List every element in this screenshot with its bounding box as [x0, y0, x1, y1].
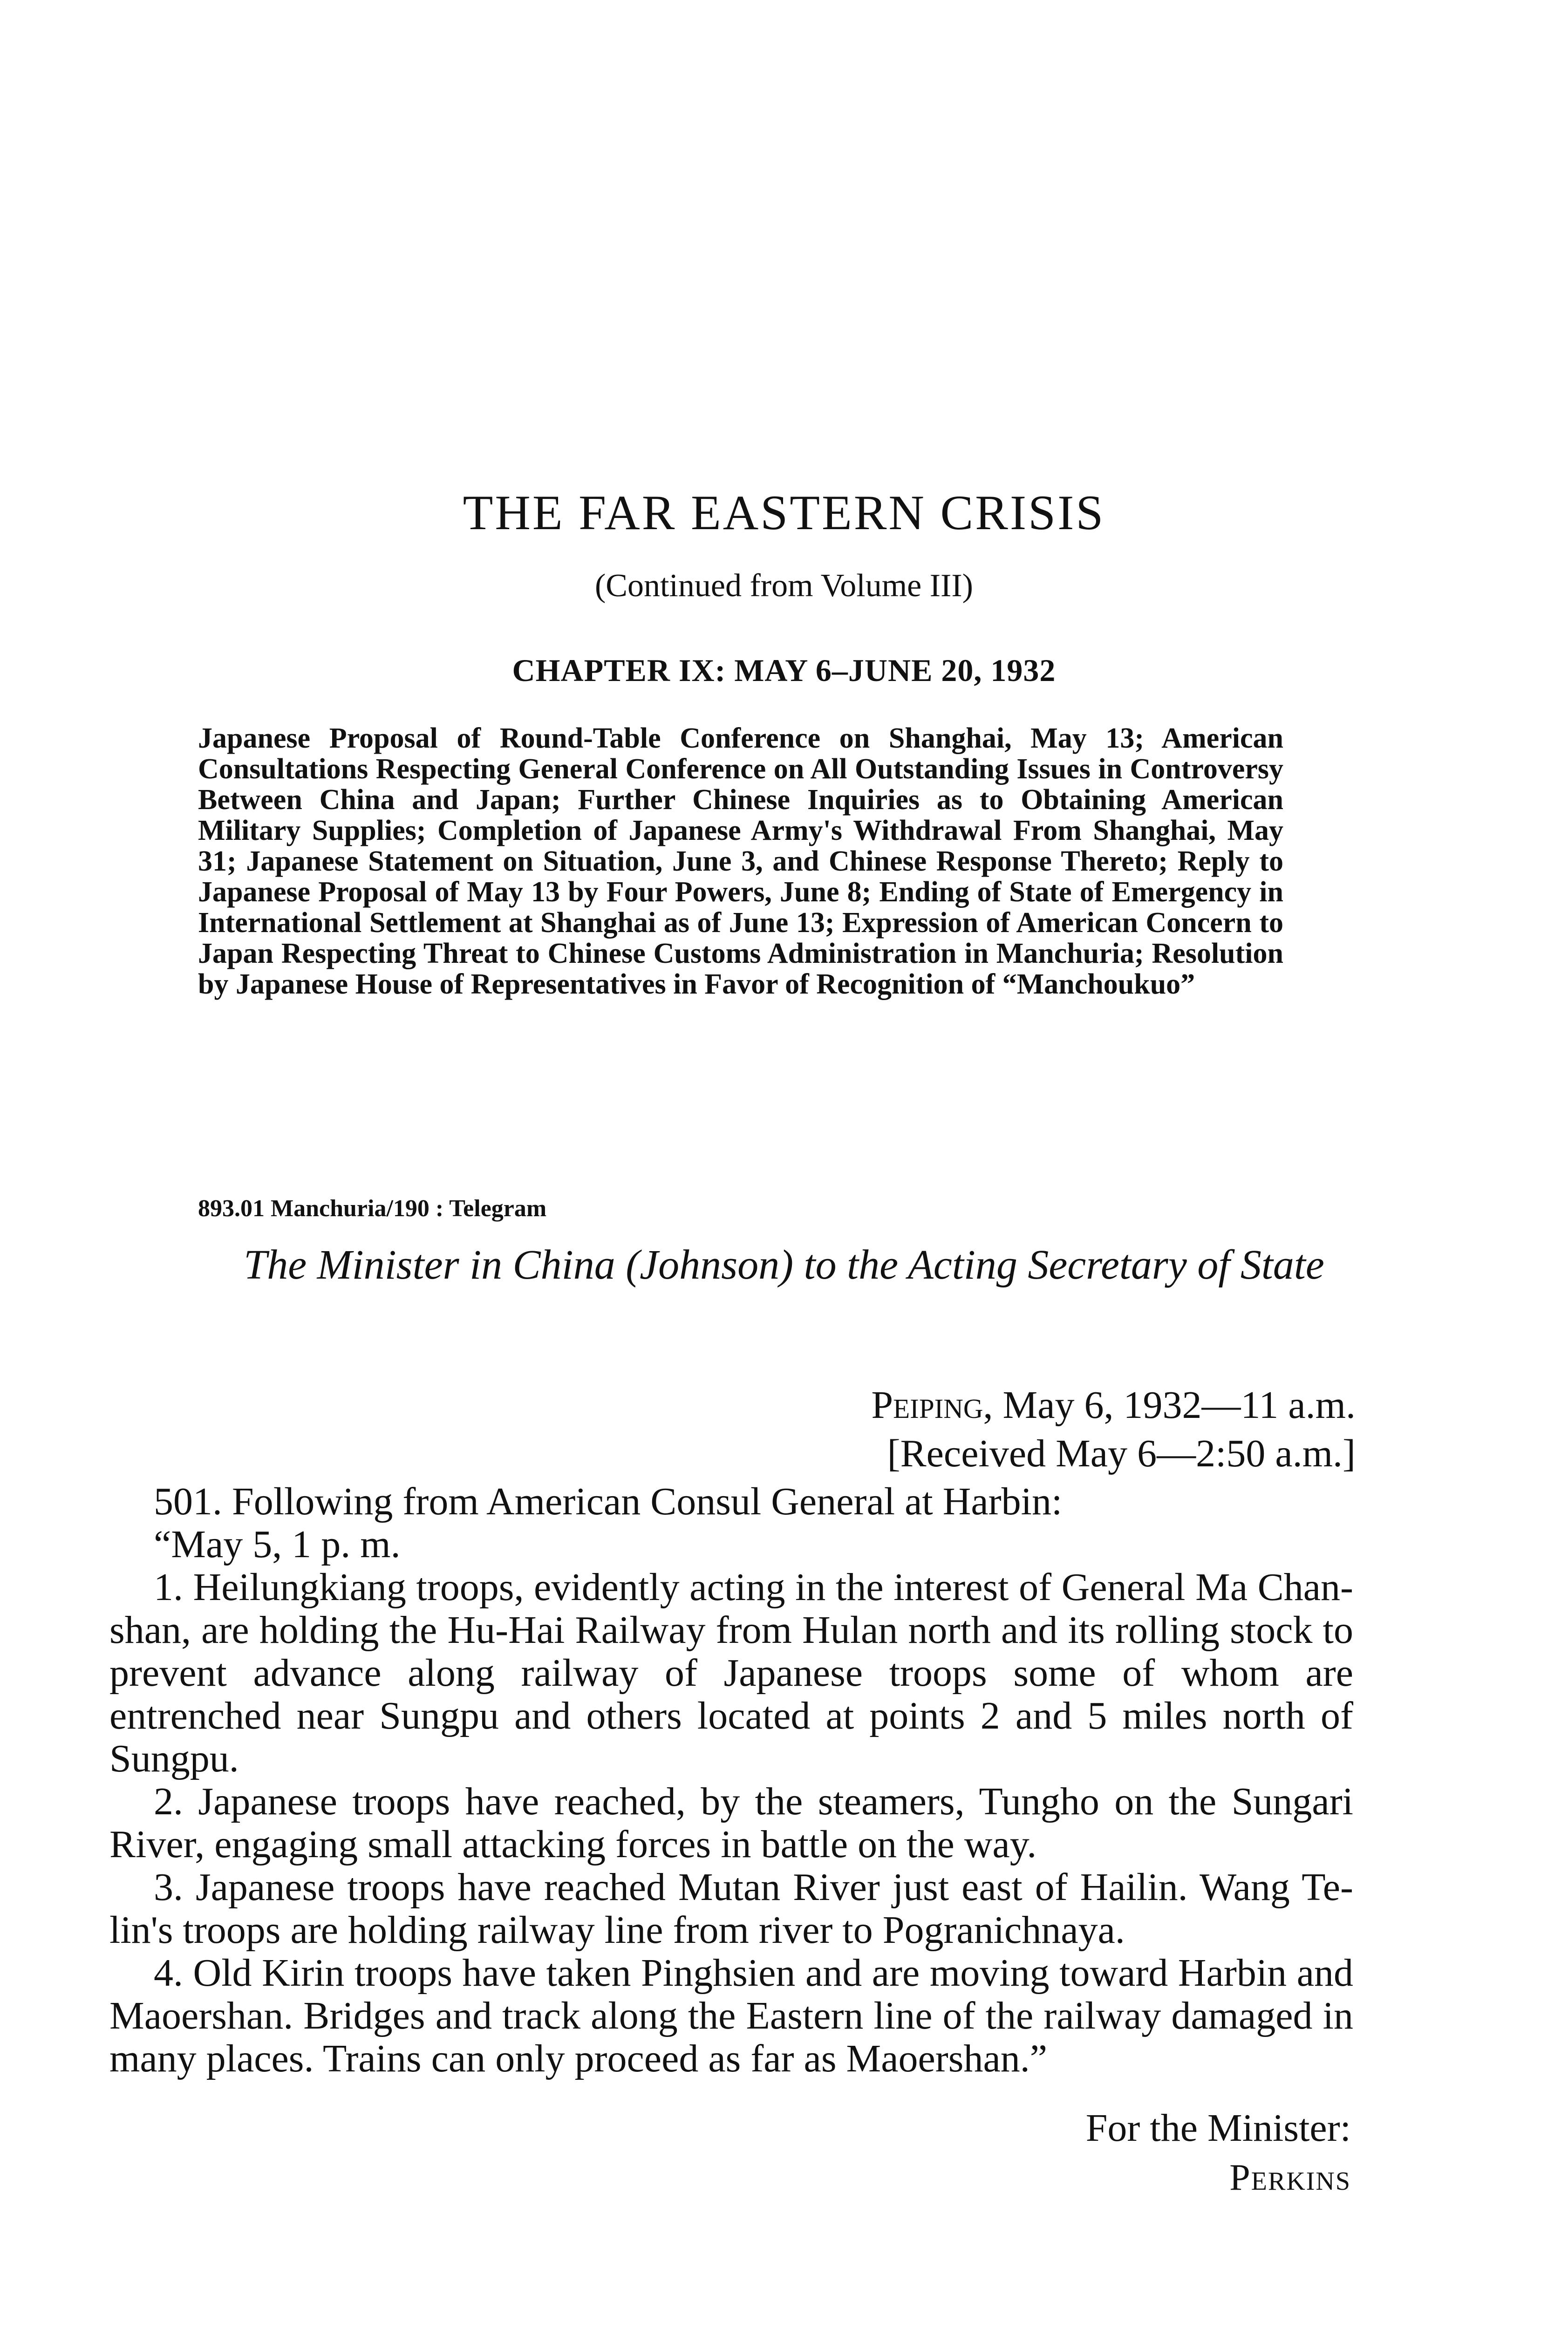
- document-title: The Minister in China (Johnson) to the Acting Secretary of State: [244, 1242, 1324, 1288]
- body-paragraph: 3. Japanese troops have reached Mutan River just east of Hailin. Wang Te-lin's troops are holding railway line from river to Pogranichnaya.: [109, 1866, 1353, 1952]
- body-paragraph: “May 5, 1 p. m.: [154, 1523, 401, 1566]
- page-title: THE FAR EASTERN CRISIS: [463, 485, 1105, 540]
- dateline: [815, 1381, 1356, 1478]
- signoff-line: For the Minister:: [1085, 2106, 1351, 2150]
- received-note: [Received May 6—2:50 a.m.]: [887, 1432, 1356, 1475]
- body-paragraph: 4. Old Kirin troops have taken Pinghsien and are moving toward Harbin and Maoershan. Bridges and track along the Eastern line of the railway damaged in many places. Trains can only proceed as far as Maoershan.”: [109, 1951, 1353, 2080]
- place: Peiping,: [871, 1383, 993, 1427]
- place-date: [815, 1381, 1356, 1430]
- signer-name: Perkins: [1229, 2157, 1351, 2198]
- body-paragraph: 1. Heilungkiang troops, evidently acting in the interest of General Ma Chan-shan, are holding the Hu-Hai Railway from Hulan north and its rolling stock to prevent advance along railway of Japanese troops some of whom are entrenched near Sungpu and others located at points 2 and 5 miles north of Sungpu.: [109, 1566, 1353, 1780]
- chapter-summary: Japanese Proposal of Round-Table Conference on Shanghai, May 13; American Consultations Respecting General Conference on All Outstanding Issues in Controversy Between China and Japan; Further Chinese Inquiries as to Obtaining American Military Supplies; Completion of Japanese Army's Withdrawal From Shanghai, May 31; Japanese Statement on Situation, June 3, and Chinese Response Thereto; Reply to Japanese Proposal of May 13 by Four Powers, June 8; Ending of State of Emergency in International Settlement at Shanghai as of June 13; Expression of American Concern to Japan Respecting Threat to Chinese Customs Administration in Manchuria; Resolution by Japanese House of Representatives in Favor of Recognition of “Manchoukuo”: [198, 722, 1283, 1000]
- telegram-body: [109, 1480, 1353, 2080]
- date: May 6, 1932—11 a.m.: [1002, 1383, 1356, 1427]
- body-paragraph: 2. Japanese troops have reached, by the steamers, Tungho on the Sungari River, engaging small attacking forces in battle on the way.: [109, 1780, 1353, 1866]
- chapter-heading: CHAPTER IX: MAY 6–JUNE 20, 1932: [512, 653, 1056, 688]
- file-reference: 893.01 Manchuria/190 : Telegram: [198, 1195, 547, 1222]
- volume-note: (Continued from Volume III): [594, 568, 973, 604]
- body-paragraph: 501. Following from American Consul General at Harbin:: [154, 1480, 1063, 1523]
